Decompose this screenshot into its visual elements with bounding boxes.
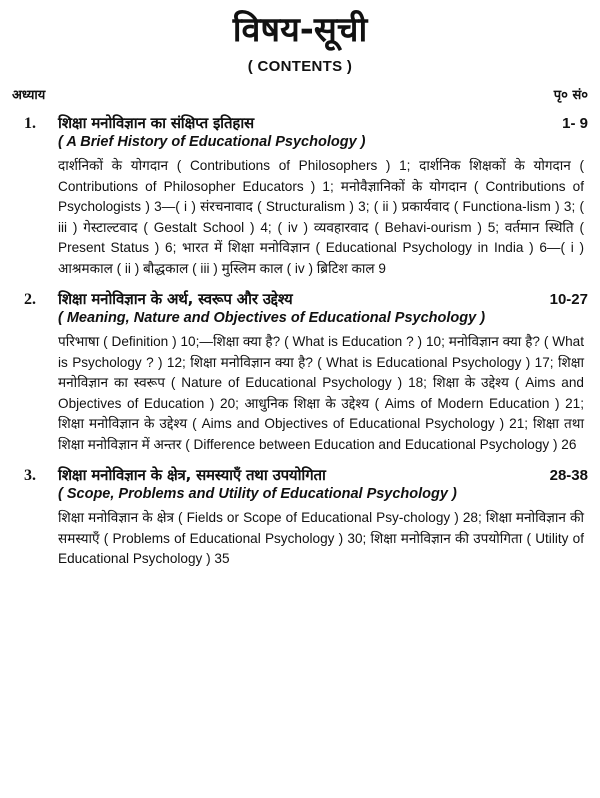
- column-header: [12, 85, 588, 103]
- chapter-heading: [24, 289, 588, 309]
- chapter-english-title: ( Meaning, Nature and Objectives of Educational Psychology ): [58, 310, 486, 326]
- column-page-label: पृ० सं०: [553, 88, 588, 103]
- chapter-pages: 1- 9: [562, 115, 588, 132]
- chapter-entry-3: [24, 465, 588, 570]
- chapter-heading: [24, 465, 588, 485]
- chapter-number: 2.: [24, 291, 36, 308]
- chapter-english-title: ( Scope, Problems and Utility of Educational Psychology ): [58, 486, 457, 502]
- chapter-title: शिक्षा मनोविज्ञान के क्षेत्र, समस्याएँ तथा उपयोगिता: [58, 466, 326, 484]
- chapter-number: 3.: [24, 467, 36, 484]
- chapter-number: 1.: [24, 115, 36, 132]
- chapter-entry-2: [24, 289, 588, 455]
- chapter-heading: [24, 113, 588, 133]
- page-subtitle: ( CONTENTS ): [247, 58, 353, 75]
- chapter-pages: 10-27: [549, 291, 588, 308]
- chapter-title: शिक्षा मनोविज्ञान के अर्थ, स्वरूप और उद्देश्य: [58, 290, 293, 308]
- chapter-entry-1: [24, 113, 588, 279]
- chapter-description: परिभाषा ( Definition ) 10;—शिक्षा क्या है? ( What is Education ? ) 10; मनोविज्ञान क्या है? ( What is Psychology ? ) 12; शिक्षा मनोविज्ञान क्या है? ( What is Educational Psychology ) 17; शिक्षा मनोविज्ञान का स्वरूप ( Nature of Educational Psychology ) 18; शिक्षा के उद्देश्य ( Aims and Objectives of Education ) 20; आधुनिक शिक्षा के उद्देश्य ( Aims of Modern Education ) 21; शिक्षा मनोविज्ञान के उद्देश्य ( Aims and Objectives of Educational Psychology ) 21; शिक्षा तथा शिक्षा मनोविज्ञान में अन्तर ( Difference between Education and Educational Psychology ) 26: [58, 334, 584, 452]
- chapter-description: दार्शनिकों के योगदान ( Contributions of Philosophers ) 1; दार्शनिक शिक्षकों के योगदान ( Contributions of Philosopher Educators ) 1; मनोवैज्ञानिकों के योगदान ( Contributions of Psychologists ) 3—( i ) संरचनावाद ( Structuralism ) 3; ( ii ) प्रकार्यवाद ( Functiona-lism ) 3; ( iii ) गेस्टाल्टवाद ( Gestalt School ) 4; ( iv ) व्यवहारवाद ( Behavi-ourism ) 5; वर्तमान स्थिति ( Present Status ) 6; भारत में शिक्षा मनोविज्ञान ( Educational Psychology in India ) 6—( i ) आश्रमकाल ( ii ) बौद्धकाल ( iii ) मुस्लिम काल ( iv ) ब्रिटिश काल 9: [58, 158, 584, 276]
- chapter-title: शिक्षा मनोविज्ञान का संक्षिप्त इतिहास: [58, 114, 254, 132]
- chapter-description: शिक्षा मनोविज्ञान के क्षेत्र ( Fields or Scope of Educational Psy-chology ) 28; शिक्षा मनोविज्ञान की समस्याएँ ( Problems of Educational Psychology ) 30; शिक्षा मनोविज्ञान की उपयोगिता ( Utility of Educational Psychology ) 35: [58, 510, 584, 566]
- page-title: विषय-सूची: [232, 10, 368, 50]
- chapter-english-title: ( A Brief History of Educational Psychology ): [58, 134, 366, 150]
- chapter-pages: 28-38: [549, 467, 588, 484]
- column-chapter-label: अध्याय: [12, 88, 46, 103]
